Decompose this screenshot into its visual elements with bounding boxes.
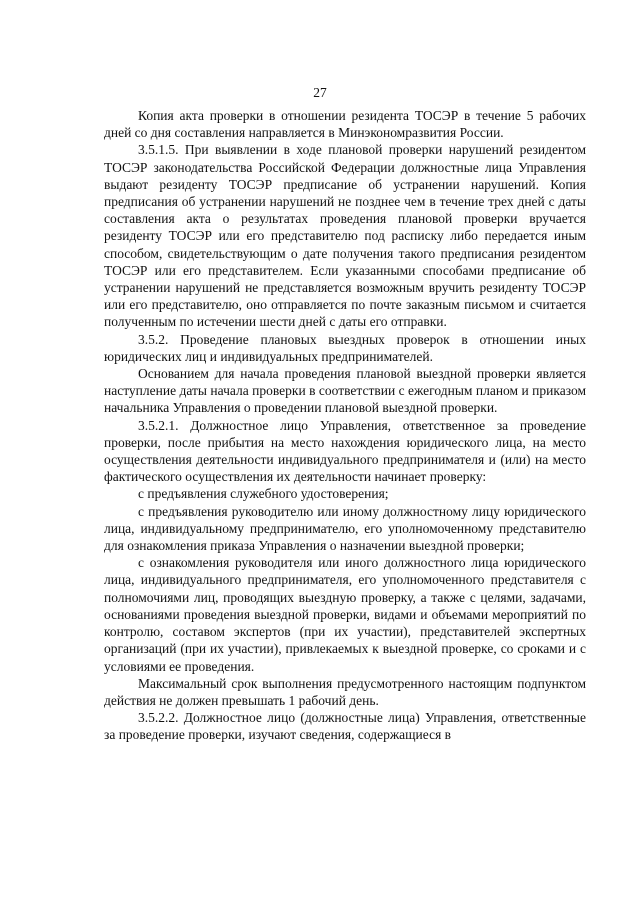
paragraph-act-copy: Копия акта проверки в отношении резидента ТОСЭР в течение 5 рабочих дней со дня составления направляется в Минэкономразвития России. [104, 108, 586, 141]
paragraph-3-5-2: 3.5.2. Проведение плановых выездных проверок в отношении иных юридических лиц и индивидуальных предпринимателей. [104, 331, 586, 364]
paragraph-3-5-2-1: 3.5.2.1. Должностное лицо Управления, ответственное за проведение проверки, после прибытия на место нахождения юридического лица, на место осуществления деятельности индивидуального предпринимателя и (или) на место фактического осуществления их деятельности начинает проверку: [104, 417, 586, 485]
list-item-familiarization: с ознакомления руководителя или иного должностного лица юридического лица, индивидуального предпринимателя, его уполномоченного представителя с полномочиями лиц, проводящих выездную проверку, а также с целями, задачами, основаниями проведения выездной проверки, видами и объемами мероприятий по контролю, составом экспертов (при их участии), представителей экспертных организаций (при их участии), привлекаемых к выездной проверке, со сроками и с условиями ее проведения. [104, 555, 586, 674]
paragraph-max-term: Максимальный срок выполнения предусмотренного настоящим подпунктом действия не должен превышать 1 рабочий день. [104, 675, 586, 708]
document-body [104, 107, 586, 744]
paragraph-basis: Основанием для начала проведения плановой выездной проверки является наступление даты начала проверки в соответствии с ежегодным планом и приказом начальника Управления о проведении плановой выездной проверки. [104, 366, 586, 416]
paragraph-3-5-2-2: 3.5.2.2. Должностное лицо (должностные лица) Управления, ответственные за проведение проверки, изучают сведения, содержащиеся в [104, 710, 586, 743]
page-number: 27 [313, 85, 327, 100]
list-item-certificate: с предъявления служебного удостоверения; [138, 486, 389, 502]
list-item-order: с предъявления руководителю или иному должностному лицу юридического лица, индивидуальному предпринимателю, его уполномоченному представителю для ознакомления приказа Управления о назначении выездной проверки; [104, 503, 586, 554]
paragraph-3-5-1-5: 3.5.1.5. При выявлении в ходе плановой проверки нарушений резидентом ТОСЭР законодательства Российской Федерации должностные лица Управления выдают резиденту ТОСЭР предписание об устранении нарушений. Копия предписания об устранении нарушений не позднее чем в течение трех дней с даты составления акта о результатах проведения плановой проверки вручается резиденту ТОСЭР или его представителю под расписку либо передается иным способом, свидетельствующим о дате получения такого предписания резидентом ТОСЭР или его представителем. Если указанными способами предписание об устранении нарушений не представляется возможным вручить резиденту ТОСЭР или его представителю, оно отправляется по почте заказным письмом и считается полученным по истечении шести дней с даты его отправки. [104, 142, 586, 330]
